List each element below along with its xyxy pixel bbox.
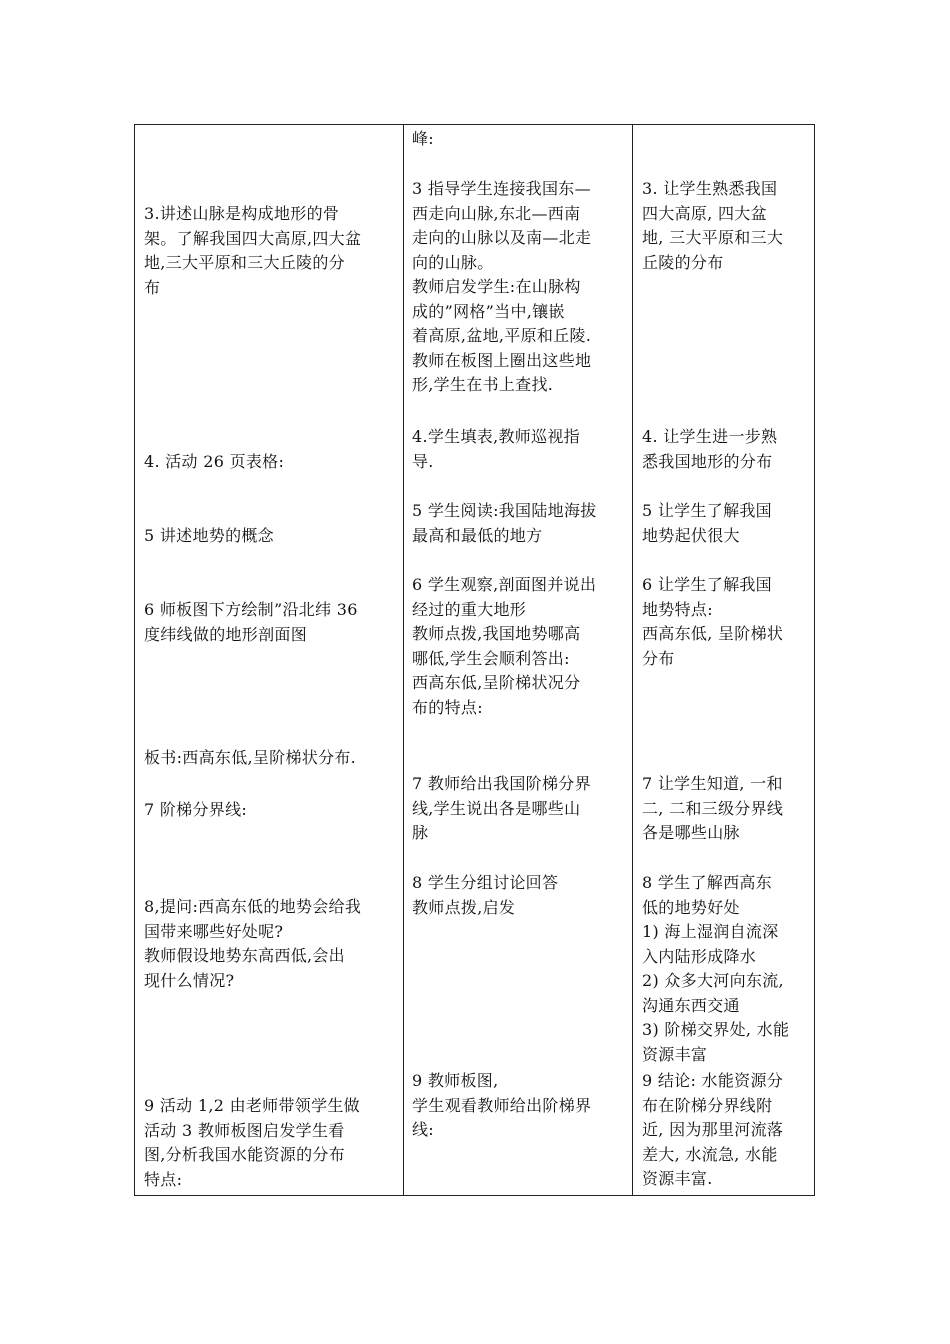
text-line: 国带来哪些好处呢? [144,921,284,941]
text-line: 7 让学生知道, 一和 [642,774,783,793]
text-line: 特点: [144,1169,183,1189]
text-line: 3 指导学生连接我国东— [412,179,591,198]
text-line: 地,三大平原和三大丘陵的分 [144,253,345,272]
text-line: 布 [144,277,161,297]
activity-step-8 [412,871,558,920]
text-line: 布在阶梯分界线附 [642,1095,773,1115]
text-line: 教师假设地势东高西低,会出 [144,946,345,965]
purpose-step-7 [642,772,783,846]
text-line: 导. [412,451,434,471]
teacher-step-9 [144,1094,360,1192]
text-line: 4. 活动 26 页表格: [144,452,285,471]
text-line: 脉 [412,823,429,842]
teacher-step-5 [144,524,274,549]
text-line: 低的地势好处 [642,897,740,917]
text-line: 悉我国地形的分布 [642,451,773,471]
text-line: 走向的山脉以及南—北走 [412,228,592,247]
purpose-step-3 [642,177,783,275]
text-line: 布的特点: [412,697,483,717]
lesson-plan-table [134,124,815,1196]
text-line: 5 讲述地势的概念 [144,526,274,545]
text-line: 5 学生阅读:我国陆地海拔 [412,501,597,520]
text-line: 教师点拨,我国地势哪高 [412,624,581,643]
teacher-step-6 [144,598,358,647]
text-line: 峰: [412,129,434,148]
text-line: 架。了解我国四大高原,四大盆 [144,228,362,248]
text-line: 9 教师板图, [412,1071,499,1090]
text-line: 板书:西高东低,呈阶梯状分布. [144,748,357,767]
text-line: 地势起伏很大 [642,525,740,545]
text-line: 6 让学生了解我国 [642,575,772,594]
activity-step-4 [412,425,580,474]
text-line: 2) 众多大河向东流, [642,971,784,990]
text-line: 6 师板图下方绘制”沿北纬 36 [144,600,358,619]
purpose-step-9 [642,1069,783,1192]
text-line: 9 结论: 水能资源分 [642,1071,784,1090]
text-line: 四大高原, 四大盆 [642,203,767,223]
text-line: 3. 让学生熟悉我国 [642,179,778,198]
text-line: 6 学生观察,剖面图并说出 [412,575,597,594]
text-line: 线,学生说出各是哪些山 [412,798,581,818]
text-line: 二, 二和三级分界线 [642,798,784,818]
text-line: 分布 [642,648,675,668]
text-line: 8 学生分组讨论回答 [412,873,559,892]
text-line: 7 阶梯分界线: [144,800,248,819]
activity-step-5 [412,499,597,548]
text-line: 近, 因为那里河流落 [642,1120,784,1139]
text-line: 最高和最低的地方 [412,525,543,545]
text-line: 4. 让学生进一步熟 [642,427,778,446]
text-line: 西高东低,呈阶梯状况分 [412,673,581,692]
purpose-step-4 [642,425,777,474]
text-line: 地, 三大平原和三大 [642,228,784,247]
text-line: 形,学生在书上查找. [412,375,554,394]
text-line: 资源丰富 [642,1044,708,1064]
text-line: 教师启发学生:在山脉构 [412,277,581,296]
purpose-step-6 [642,573,783,671]
purpose-step-5 [642,499,772,548]
text-line: 5 让学生了解我国 [642,501,772,520]
text-line: 差大, 水流急, 水能 [642,1144,778,1164]
activity-step-7 [412,772,591,846]
column-divider [403,125,404,1195]
blackboard-summary [144,746,356,771]
text-line: 8 学生了解西高东 [642,873,772,892]
text-line: 丘陵的分布 [642,252,724,272]
activity-continued [412,127,434,152]
activity-step-6 [412,573,596,720]
text-line: 现什么情况? [144,970,235,990]
text-line: 资源丰富. [642,1169,713,1188]
text-line: 西高东低, 呈阶梯状 [642,624,784,643]
text-line: 9 活动 1,2 由老师带领学生做 [144,1096,360,1115]
text-line: 图,分析我国水能资源的分布 [144,1145,345,1164]
text-line: 3.讲述山脉是构成地形的骨 [144,204,340,223]
text-line: 经过的重大地形 [412,599,527,619]
text-line: 着高原,盆地,平原和丘陵. [412,326,592,345]
text-line: 各是哪些山脉 [642,823,740,842]
column-divider [632,125,633,1195]
text-line: 8,提问:西高东低的地势会给我 [144,897,362,916]
text-line: 哪低,学生会顺利答出: [412,648,570,668]
text-line: 向的山脉。 [412,252,494,272]
text-line: 地势特点: [642,599,713,619]
purpose-step-8 [642,871,789,1067]
text-line: 活动 3 教师板图启发学生看 [144,1120,345,1140]
text-line: 7 教师给出我国阶梯分界 [412,774,591,793]
text-line: 教师在板图上圈出这些地 [412,350,592,370]
text-line: 沟通东西交通 [642,995,740,1015]
text-line: 教师点拨,启发 [412,897,516,917]
text-line: 4.学生填表,教师巡视指 [412,427,580,446]
text-line: 线: [412,1120,434,1139]
text-line: 3) 阶梯交界处, 水能 [642,1020,790,1039]
text-line: 学生观看教师给出阶梯界 [412,1095,592,1115]
teacher-step-8 [144,895,361,993]
activity-step-9 [412,1069,591,1143]
teacher-step-3 [144,202,361,300]
text-line: 成的”网格”当中,镶嵌 [412,301,565,321]
text-line: 入内陆形成降水 [642,946,757,966]
text-line: 西走向山脉,东北—西南 [412,203,581,223]
text-line: 1) 海上湿润自流深 [642,922,779,941]
teacher-step-4 [144,450,284,475]
teacher-step-7 [144,798,247,823]
text-line: 度纬线做的地形剖面图 [144,624,308,644]
activity-step-3 [412,177,591,398]
